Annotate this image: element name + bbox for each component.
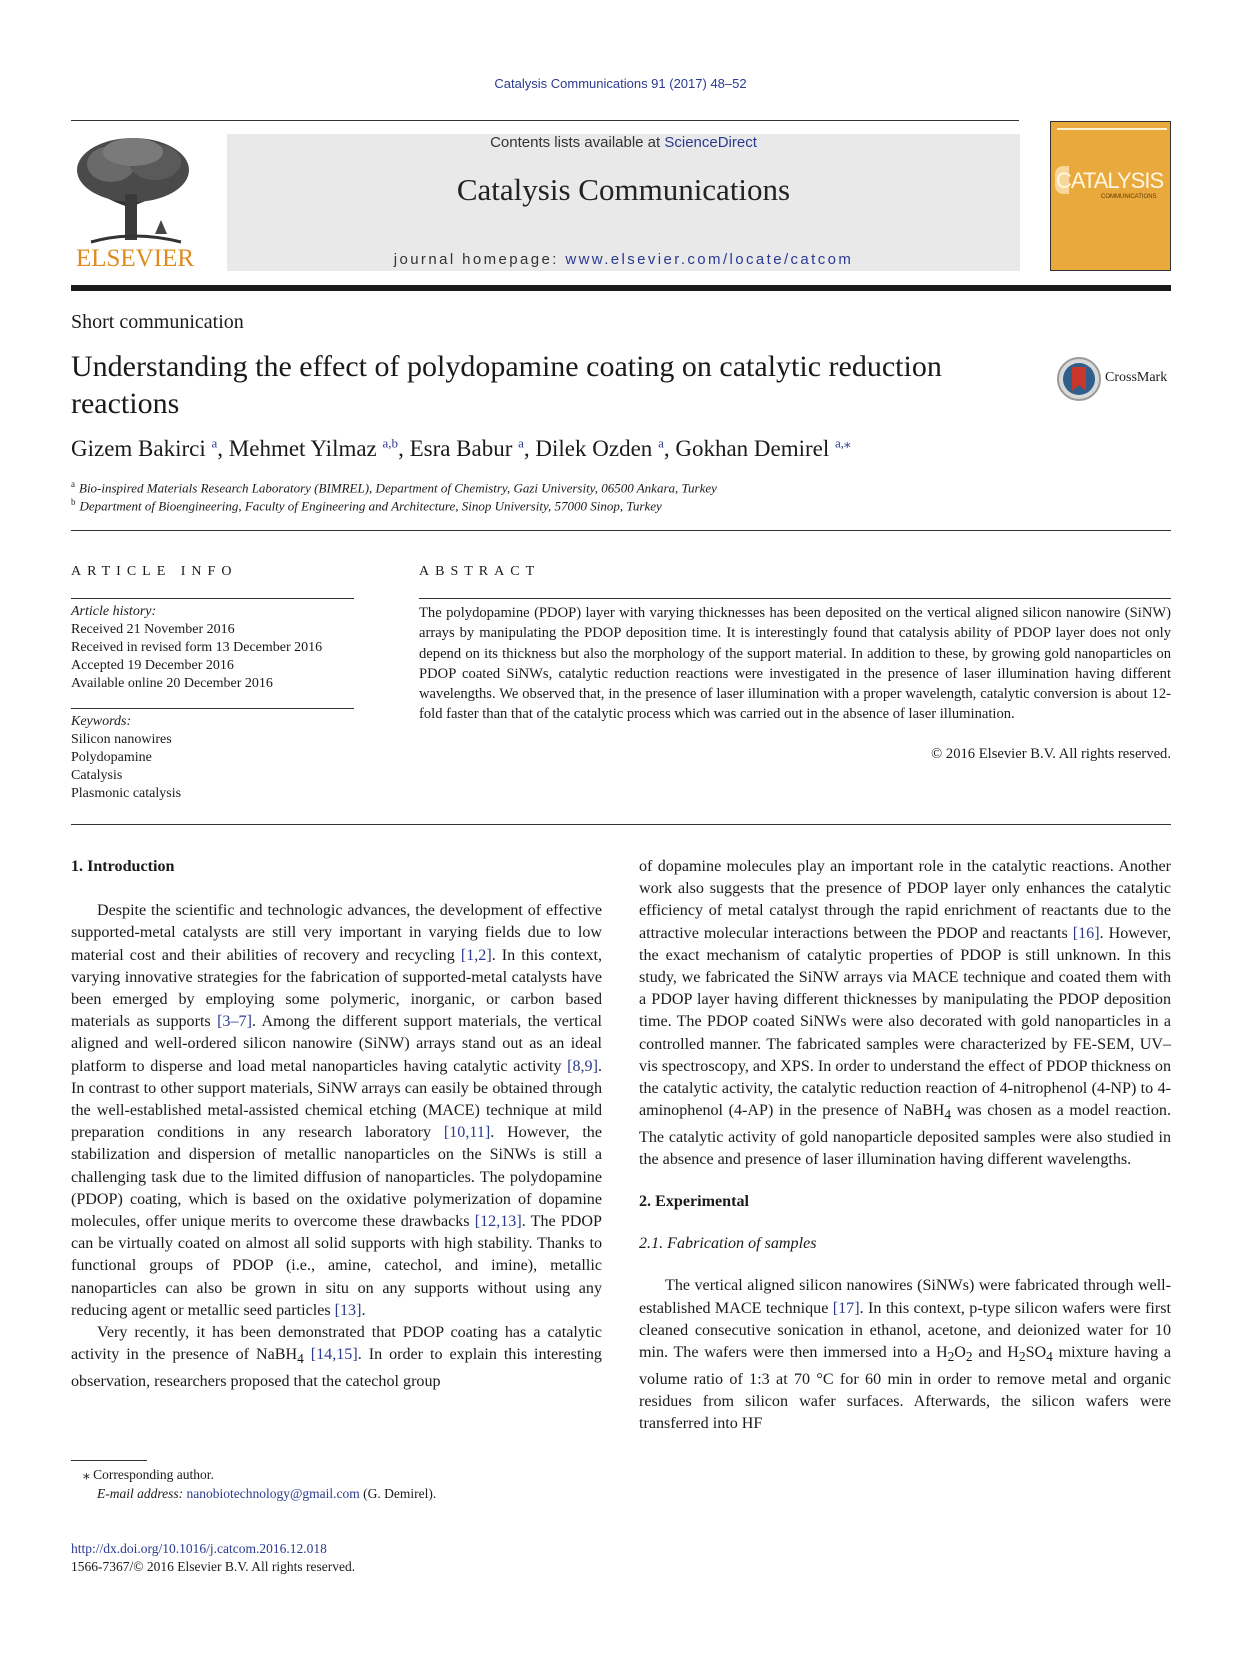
keywords — [71, 713, 181, 803]
author-affil-link[interactable]: a — [518, 435, 524, 450]
affiliation-b: $^b$ Department of Bioengineering, Faculty of Engineering and Architecture, Sinop University, 57000 Sinop, Turkey — [71, 497, 662, 514]
keyword: Silicon nanowires — [71, 732, 172, 747]
citation-link[interactable]: [13] — [334, 1301, 362, 1319]
journal-masthead — [227, 134, 1020, 271]
paragraph: The vertical aligned silicon nanowires (SiNWs) were fabricated through well-established MACE technique [17]. In this context, p-type silicon wafers were first cleaned consecutive sonication in ethanol, acetone, and deionized water for 10 min. The wafers were then immersed into a $H_2O_2$ and $H_2SO_4$ mixture having a volume ratio of 1:3 at 70 °C for 60 min in order to remove metal and organic residues from silicon wafer surfaces. Afterwards, the silicon wafers were transferred into HF — [639, 1277, 1172, 1432]
paragraph: of dopamine molecules play an important role in the catalytic reactions. Another work also suggests that the presence of PDOP layer only enhances the catalytic efficiency of metal catalyst through the rapid enrichment of reactants due to the attractive molecular interactions between the PDOP and reactants [16]. However, the exact mechanism of catalytic properties of PDOP is still unknown. In this study, we fabricated the SiNW arrays via MACE technique and coated them with a PDOP layer having different thicknesses by manipulating the PDOP deposition time. The PDOP coated SiNWs were also decorated with gold nanoparticles in a controlled manner. The fabricated samples were characterized by FE-SEM, UV–vis spectroscopy, and XPS. In order to understand the effect of PDOP thickness on the catalytic activity, the catalytic reduction reaction of 4-nitrophenol (4-NP) to 4-aminophenol (4-AP) in the presence of NaBH$_4$ was chosen as a model reaction. The catalytic activity of gold nanoparticle deposited samples were also studied in the absence and presence of laser illumination having different wavelengths. — [639, 858, 1171, 1168]
header-rule — [71, 120, 1019, 121]
history-label: Article history: — [71, 604, 157, 619]
author: Esra Babur $^a$, — [409, 435, 536, 461]
homepage-prefix: journal homepage: — [393, 251, 566, 268]
citation-link[interactable]: [8,9] — [567, 1057, 598, 1075]
doi-link[interactable]: http://dx.doi.org/10.1016/j.catcom.2016.12.018 — [71, 1541, 327, 1556]
journal-title: Catalysis Communications — [456, 172, 791, 207]
email-link[interactable]: nanobiotechnology@gmail.com — [186, 1486, 360, 1501]
author-list — [71, 435, 851, 462]
divider — [71, 824, 1171, 825]
sciencedirect-link[interactable]: ScienceDirect — [664, 134, 757, 151]
history-item: Available online 20 December 2016 — [71, 676, 273, 691]
body-column-right — [639, 856, 1171, 1435]
article-info-heading: ARTICLE INFO — [71, 564, 238, 579]
divider — [71, 708, 354, 709]
citation-link[interactable]: [10,11] — [443, 1124, 491, 1142]
email-label: E-mail address: — [97, 1486, 187, 1501]
footnote-text: Corresponding author. — [93, 1467, 214, 1482]
elsevier-wordmark: ELSEVIER — [75, 245, 195, 270]
author-affil-link[interactable]: a,⁎ — [835, 435, 851, 450]
divider — [71, 530, 1171, 531]
author-affil-link[interactable]: a,b — [382, 435, 399, 450]
cover-subtitle: COMMUNICATIONS — [1101, 194, 1157, 200]
citation-link[interactable]: [14,15] — [310, 1346, 358, 1364]
article-title: Understanding the effect of polydopamine coating on catalytic reduction reactions — [71, 350, 942, 420]
keywords-label: Keywords: — [71, 714, 132, 729]
keyword: Plasmonic catalysis — [71, 786, 182, 801]
author: Gizem Bakirci $^a$, — [71, 435, 229, 461]
homepage-link[interactable]: www.elsevier.com/locate/catcom — [565, 251, 854, 268]
elsevier-logo — [71, 134, 199, 270]
author: Mehmet Yilmaz $^{a,b}$, — [228, 435, 410, 461]
footnote-rule — [71, 1460, 147, 1461]
keyword: Polydopamine — [71, 750, 152, 765]
crossmark-icon — [1056, 356, 1102, 402]
citation-link[interactable]: [1,2] — [460, 946, 492, 964]
footnote-mark: ⁎ — [83, 1467, 90, 1482]
divider — [71, 598, 354, 599]
masthead-bottom-rule — [71, 285, 1171, 291]
spacer — [639, 1213, 1171, 1233]
author: Dilek Ozden $^a$, — [535, 435, 676, 461]
journal-reference-link[interactable]: Catalysis Communications 91 (2017) 48–52 — [494, 76, 747, 91]
section-heading: 1. Introduction — [71, 858, 175, 875]
spacer — [71, 878, 602, 900]
crossmark-badge[interactable] — [1056, 356, 1171, 402]
citation-link[interactable]: [12,13] — [474, 1213, 522, 1231]
contents-line — [227, 134, 1020, 151]
author-affil-link[interactable]: a — [658, 435, 664, 450]
abstract-text: The polydopamine (PDOP) layer with varying thicknesses has been deposited on the vertical aligned silicon nanowire (SiNW) arrays by manipulating the PDOP deposition time. It is interestingly found that catalysis ability of PDOP layer does not only depend on its thickness but also the morphology of the support material. In addition to these, by growing gold nanoparticles on PDOP coated SiNWs, catalytic reduction reactions were investigated in the presence of laser illumination having different wavelengths. We observed that, in the presence of laser illumination with a proper wavelength, catalytic conversion is about 12-fold faster than that of the catalytic process which was carried out in the absence of laser illumination. — [419, 605, 1171, 723]
history-item: Accepted 19 December 2016 — [71, 658, 234, 673]
cover-title: CATALYSIS — [1056, 168, 1164, 193]
affiliation-a: $^a$ Bio-inspired Materials Research Laboratory (BIMREL), Department of Chemistry, Gazi University, 06500 Ankara, Turkey — [71, 479, 717, 496]
crossmark-label: CrossMark — [1105, 370, 1168, 385]
citation-link[interactable]: [16] — [1072, 924, 1100, 942]
article-history — [71, 603, 322, 693]
body-column-left — [71, 856, 602, 1393]
journal-cover-thumbnail[interactable] — [1050, 121, 1171, 271]
history-item: Received in revised form 13 December 2016 — [71, 640, 323, 655]
corresponding-author-footnote — [71, 1465, 436, 1503]
abstract-copyright: © 2016 Elsevier B.V. All rights reserved. — [931, 746, 1171, 762]
email-suffix: (G. Demirel). — [359, 1486, 437, 1501]
paragraph: Despite the scientific and technologic advances, the development of effective supported-metal catalysts are still very important in varying fields due to low material cost and their abilities of recovery and recycling [1,2]. In this context, varying innovative strategies for the fabrication of supported-metal catalysts have been emerged by employing some polymeric, inorganic, or carbon based materials as supports [3–7]. Among the different support materials, the vertical aligned and well-ordered silicon nanowire (SiNW) arrays stand out as an ideal platform to disperse and load metal nanoparticles having catalytic activity [8,9]. In contrast to other support materials, SiNW arrays can easily be obtained through the well-established metal-assisted chemical etching (MACE) technique at mild preparation conditions in any research laboratory [10,11]. However, the stabilization and dispersion of metallic nanoparticles on the SiNWs is still a challenging task due to the limited diffusion of nanoparticles. The polydopamine (PDOP) coating, which is based on the oxidative polymerization of dopamine molecules, offer unique merits to overcome these drawbacks [12,13]. The PDOP can be virtually coated on almost all solid supports with high stability. Thanks to functional groups of PDOP (i.e., amine, catechol, and imine), metallic nanoparticles can also be grown in situ on any supports without using any reducing agent or metallic seed particles [13]. — [71, 902, 602, 1319]
spacer — [639, 1255, 1171, 1275]
article-type: Short communication — [71, 311, 244, 333]
contents-prefix: Contents lists available at — [490, 134, 665, 151]
history-item: Received 21 November 2016 — [71, 622, 235, 637]
paragraph: Very recently, it has been demonstrated that PDOP coating has a catalytic activity in the presence of NaBH$_4$ [14,15]. In order to explain this interesting observation, researchers proposed that the catechol group — [71, 1324, 602, 1390]
author-affil-link[interactable]: a — [211, 435, 218, 450]
subsection-heading: 2.1. Fabrication of samples — [639, 1235, 817, 1253]
elsevier-tree-icon — [71, 134, 199, 270]
keyword: Catalysis — [71, 768, 123, 783]
abstract-heading: ABSTRACT — [419, 564, 541, 579]
cover-stripe — [1057, 128, 1167, 130]
divider — [419, 598, 1171, 599]
homepage-line — [227, 251, 1020, 268]
citation-link[interactable]: [17] — [832, 1299, 860, 1317]
issn-copyright: 1566-7367/© 2016 Elsevier B.V. All rights reserved. — [71, 1559, 356, 1574]
author: Gokhan Demirel $^{a,⁎}$ — [675, 435, 851, 461]
citation-link[interactable]: [3–7] — [217, 1013, 252, 1031]
spacer — [639, 1171, 1171, 1191]
section-heading: 2. Experimental — [639, 1193, 749, 1211]
